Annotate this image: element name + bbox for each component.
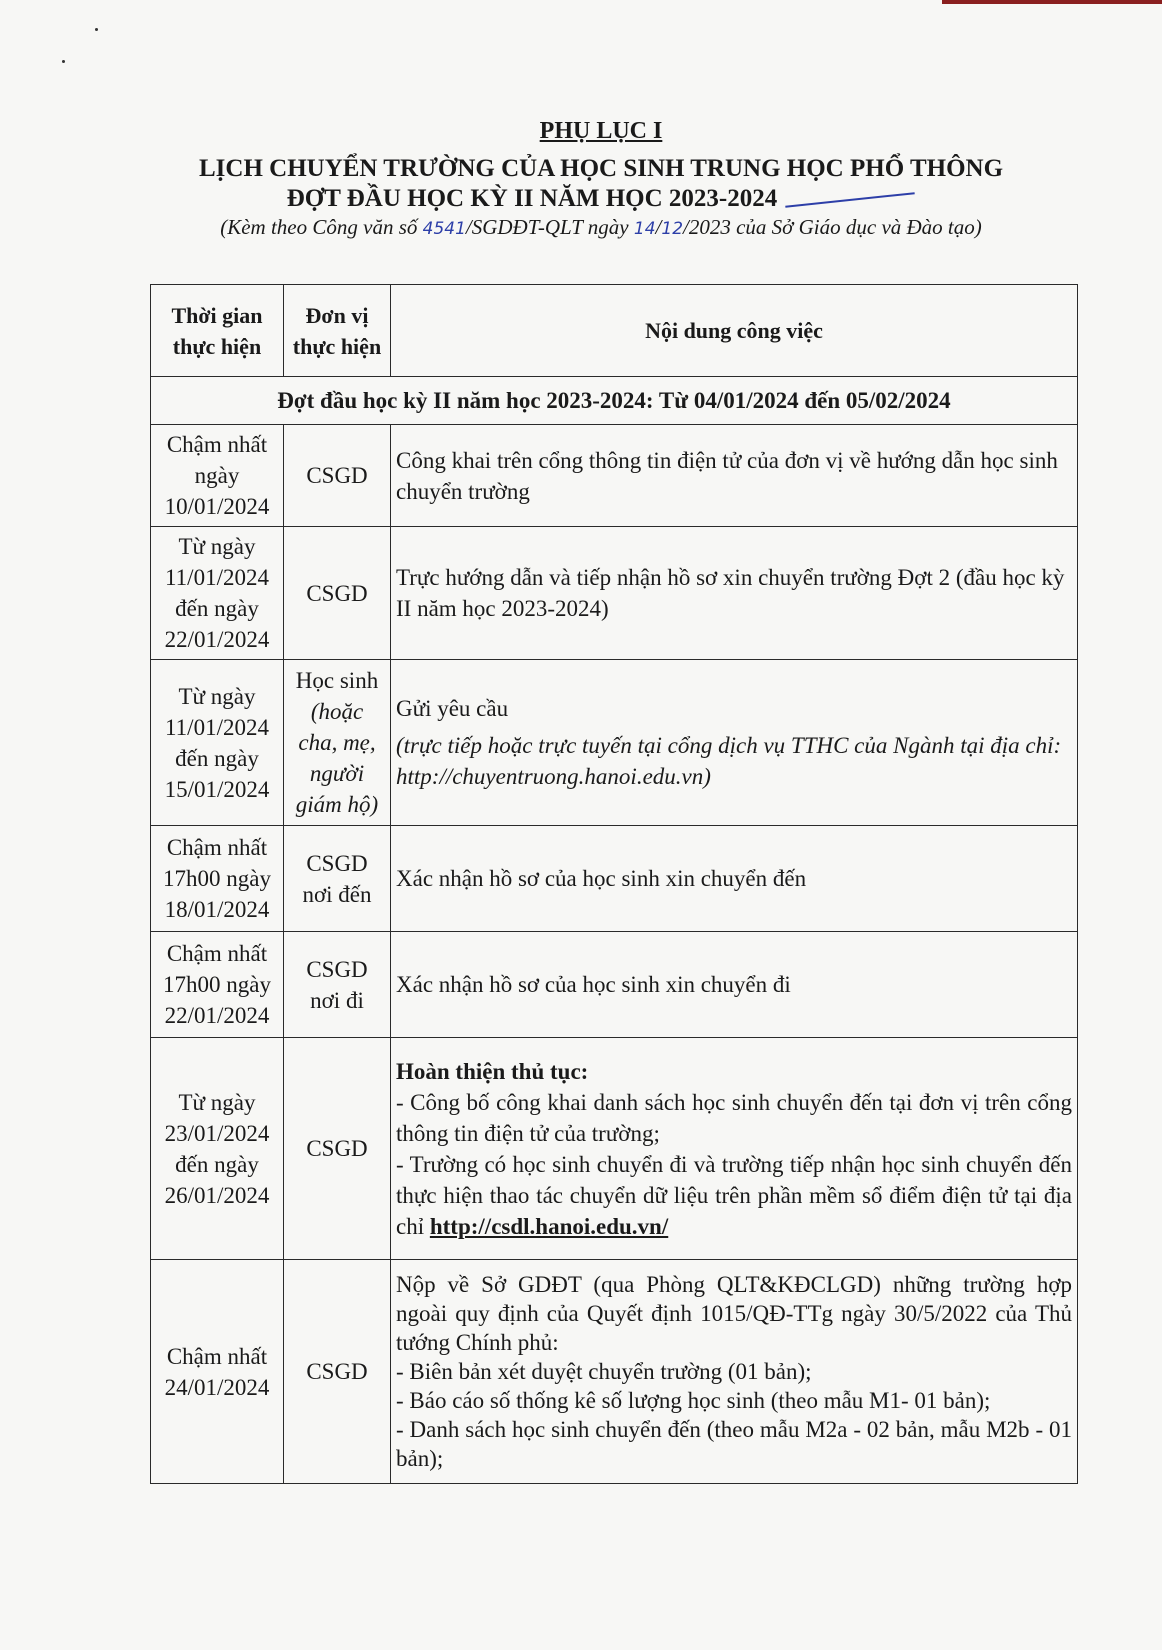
period-row xyxy=(151,377,1078,425)
document-title-line1: LỊCH CHUYỂN TRƯỜNG CỦA HỌC SINH TRUNG HỌC PHỔ THÔNG xyxy=(198,155,1004,182)
row-unit: CSGD nơi đến xyxy=(284,826,391,932)
table-row xyxy=(151,1260,1078,1484)
row-content-item xyxy=(396,1149,1072,1242)
date-slash: / xyxy=(655,215,662,239)
row-time: Từ ngày 23/01/2024 đến ngày 26/01/2024 xyxy=(151,1038,284,1260)
table-header-row xyxy=(151,285,1078,377)
row-content-title: Hoàn thiện thủ tục: xyxy=(396,1058,589,1084)
row-content: Công khai trên cổng thông tin điện tử của đơn vị về hướng dẫn học sinh chuyển trường xyxy=(391,425,1078,527)
row-unit: CSGD xyxy=(284,1260,391,1484)
row-unit: CSGD xyxy=(284,527,391,660)
row-unit-main: Học sinh xyxy=(295,668,379,693)
row-content xyxy=(391,1260,1078,1484)
header-content: Nội dung công việc xyxy=(391,285,1078,377)
row-content-item: - Công bố công khai danh sách học sinh chuyển đến tại đơn vị trên cổng thông tin điện tử của trường; xyxy=(396,1089,1072,1146)
table-row xyxy=(151,826,1078,932)
row-time: Từ ngày 11/01/2024 đến ngày 15/01/2024 xyxy=(151,660,284,826)
table-row xyxy=(151,932,1078,1038)
document-header xyxy=(0,118,1162,240)
row-time: Chậm nhất 17h00 ngày 22/01/2024 xyxy=(151,932,284,1038)
speck xyxy=(95,28,98,31)
subtitle-part3: /2023 của Sở Giáo dục và Đào tạo) xyxy=(683,215,982,239)
row-content: Xác nhận hồ sơ của học sinh xin chuyển đi xyxy=(391,932,1078,1038)
table-row xyxy=(151,425,1078,527)
row-time: Chậm nhất ngày 10/01/2024 xyxy=(151,425,284,527)
subtitle-part2: /SGDĐT-QLT ngày xyxy=(465,215,634,239)
row-content xyxy=(391,660,1078,826)
title-line2-text: ĐỢT ĐẦU HỌC KỲ II NĂM HỌC 2023-2024 xyxy=(286,185,778,212)
handwritten-day: 14 xyxy=(633,219,656,239)
handwritten-mark xyxy=(786,192,915,208)
row-content-intro: Nộp về Sở GDĐT (qua Phòng QLT&KĐCLGD) những trường hợp ngoài quy định của Quyết định 1015/QĐ-TTg ngày 30/5/2022 của Thủ tướng Chính phủ: xyxy=(396,1272,1072,1355)
period-label: Đợt đầu học kỳ II năm học 2023-2024: Từ 04/01/2024 đến 05/02/2024 xyxy=(151,377,1078,425)
row-content-item: - Danh sách học sinh chuyển đến (theo mẫu M2a - 02 bản, mẫu M2b - 01 bản); xyxy=(396,1417,1072,1471)
row-time: Chậm nhất 24/01/2024 xyxy=(151,1260,284,1484)
speck xyxy=(62,60,65,63)
row-unit: CSGD nơi đi xyxy=(284,932,391,1038)
row-unit-note: (hoặc cha, mẹ, người giám hộ) xyxy=(295,699,379,817)
row-content-main: Gửi yêu cầu xyxy=(396,696,509,721)
document-title-line2 xyxy=(40,185,1162,213)
row-content: Xác nhận hồ sơ của học sinh xin chuyển đến xyxy=(391,826,1078,932)
paper-edge-mark xyxy=(942,0,1162,4)
row-unit: CSGD xyxy=(284,1038,391,1260)
row-content xyxy=(391,1038,1078,1260)
row-content-note: (trực tiếp hoặc trực tuyến tại cổng dịch vụ TTHC của Ngành tại địa chỉ: http://chuyentruong.hanoi.edu.vn) xyxy=(396,733,1062,789)
appendix-title: PHỤ LỤC I xyxy=(539,118,663,144)
row-content: Trực hướng dẫn và tiếp nhận hồ sơ xin chuyển trường Đợt 2 (đầu học kỳ II năm học 2023-2024) xyxy=(391,527,1078,660)
handwritten-doc-number: 4541 xyxy=(422,219,466,239)
header-unit: Đơn vị thực hiện xyxy=(284,285,391,377)
row-content-item: - Báo cáo số thống kê số lượng học sinh (theo mẫu M1- 01 bản); xyxy=(396,1388,991,1413)
row-content-item-text: - Trường có học sinh chuyển đi và trường tiếp nhận học sinh chuyển đến thực hiện thao tác chuyển dữ liệu trên phần mềm sổ điểm điện tử tại địa chỉ xyxy=(396,1151,1072,1239)
table-row xyxy=(151,527,1078,660)
row-time: Từ ngày 11/01/2024 đến ngày 22/01/2024 xyxy=(151,527,284,660)
row-content-item: - Biên bản xét duyệt chuyển trường (01 bản); xyxy=(396,1359,812,1384)
schedule-table xyxy=(150,284,1078,1484)
document-subtitle xyxy=(40,215,1162,240)
csdl-link[interactable]: http://csdl.hanoi.edu.vn/ xyxy=(429,1213,669,1239)
row-unit xyxy=(284,660,391,826)
header-time: Thời gian thực hiện xyxy=(151,285,284,377)
handwritten-month: 12 xyxy=(661,219,684,239)
row-unit: CSGD xyxy=(284,425,391,527)
table-row xyxy=(151,660,1078,826)
table-row xyxy=(151,1038,1078,1260)
subtitle-part1: (Kèm theo Công văn số xyxy=(220,215,423,239)
row-time: Chậm nhất 17h00 ngày 18/01/2024 xyxy=(151,826,284,932)
